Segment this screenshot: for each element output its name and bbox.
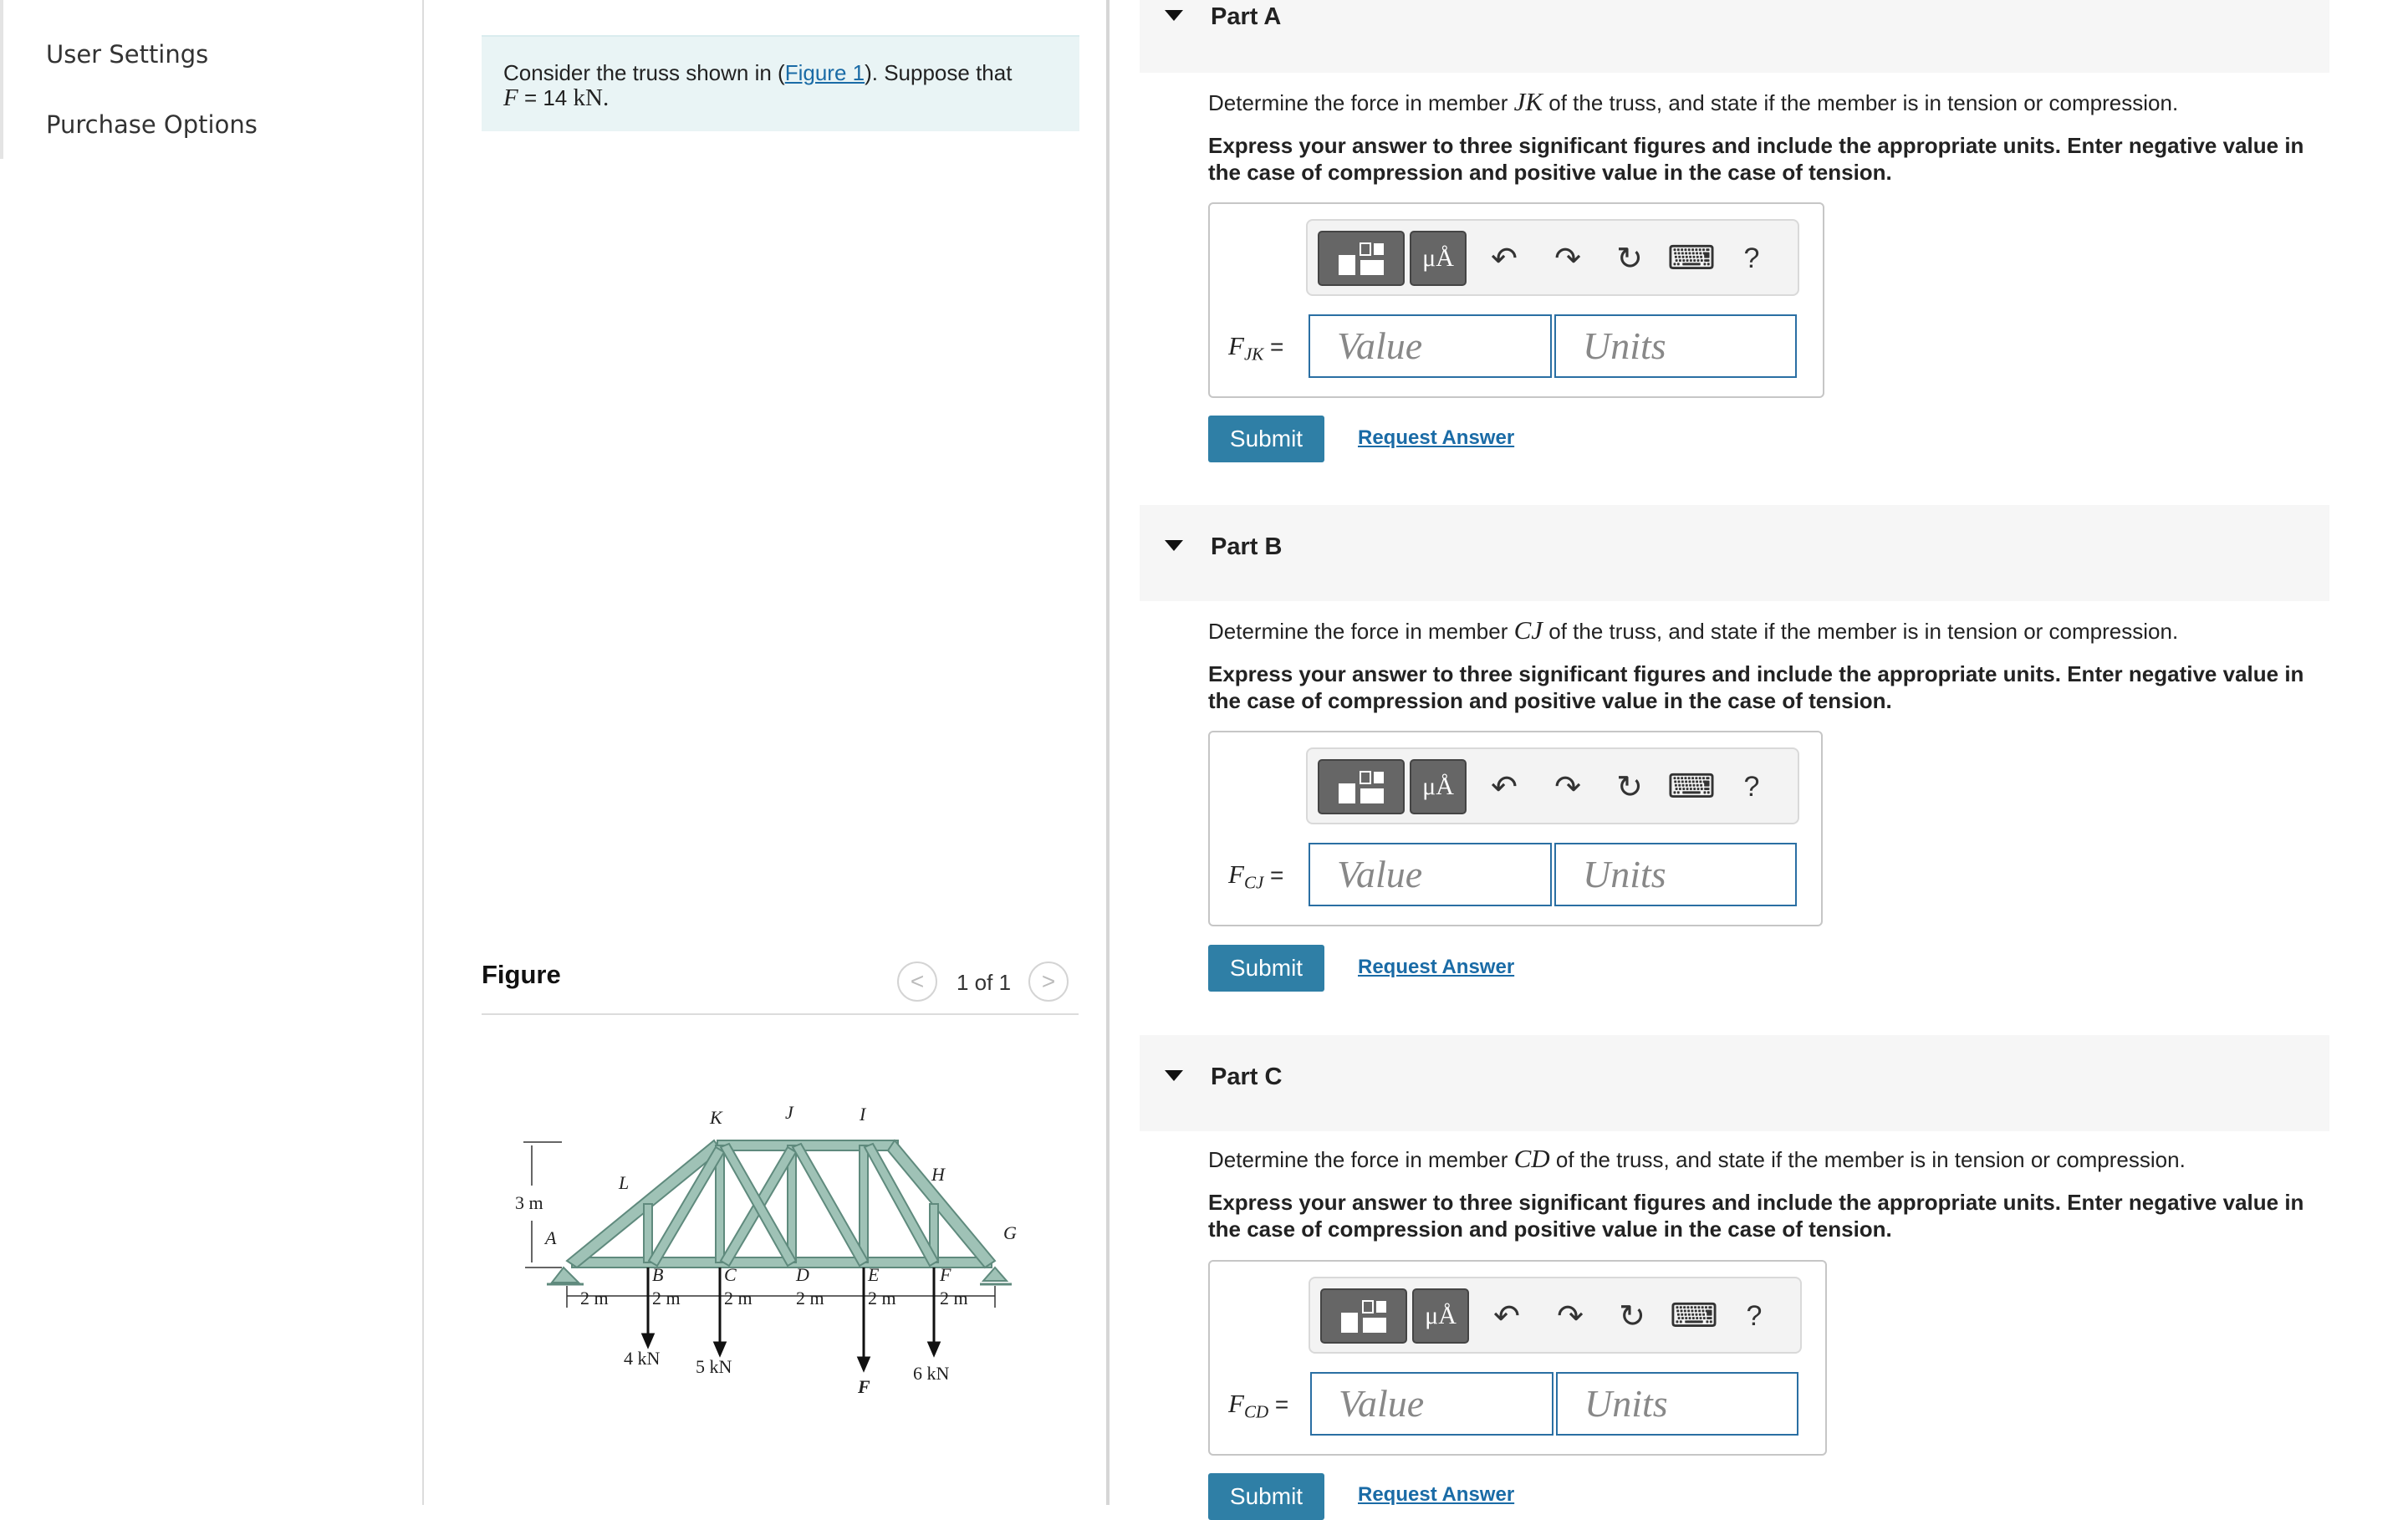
load-arrowhead-F [929, 1343, 939, 1354]
truss-members [567, 1140, 995, 1268]
part-a-submit-button[interactable]: Submit [1208, 416, 1324, 462]
value-input[interactable]: Value [1309, 314, 1552, 378]
joint-H: H [931, 1164, 945, 1185]
part-a-answer-box [1208, 202, 1824, 398]
collapse-caret-icon[interactable] [1165, 1070, 1183, 1081]
value-input[interactable]: Value [1310, 1372, 1553, 1436]
member-name: CJ [1513, 615, 1543, 645]
undo-icon[interactable]: ↶ [1493, 1298, 1520, 1334]
var-subscript: CJ [1243, 872, 1264, 893]
var-equals: = [1268, 1391, 1289, 1417]
templates-button[interactable] [1318, 231, 1405, 286]
load-arrowhead-C [715, 1343, 725, 1354]
templates-icon [1338, 1298, 1390, 1334]
prev-figure-button[interactable] [897, 961, 937, 1002]
part-b-answer-box [1208, 731, 1823, 926]
span-label-3: 2 m [724, 1288, 752, 1308]
member-IE [860, 1145, 868, 1262]
part-b-header[interactable] [1140, 505, 2329, 601]
load-label-4kN: 4 kN [624, 1348, 661, 1369]
part-c-title: Part C [1211, 1063, 1283, 1090]
redo-icon[interactable]: ↷ [1554, 241, 1581, 277]
figure-pager: 1 of 1 [957, 970, 1012, 995]
question-text: of the truss, and state if the member is in tension or compression. [1543, 619, 2179, 644]
collapse-caret-icon[interactable] [1165, 10, 1183, 21]
math-toolbar [1306, 747, 1799, 824]
keyboard-icon[interactable]: ⌨ [1670, 1298, 1718, 1334]
reset-icon[interactable]: ↻ [1619, 1298, 1645, 1334]
load-arrowhead-B [643, 1334, 653, 1346]
templates-button[interactable] [1320, 1288, 1407, 1344]
units-icon: μÅ [1422, 244, 1454, 272]
units-button[interactable] [1410, 231, 1467, 286]
reset-icon[interactable]: ↻ [1616, 769, 1643, 805]
units-icon: μÅ [1425, 1302, 1457, 1329]
var-subscript: CD [1243, 1401, 1269, 1422]
figure-title: Figure [482, 960, 561, 989]
units-icon: μÅ [1422, 773, 1454, 800]
math-toolbar [1306, 219, 1799, 296]
dimensions [523, 1142, 995, 1308]
help-icon[interactable]: ? [1746, 1299, 1763, 1332]
figure-link[interactable]: Figure 1 [784, 60, 865, 85]
redo-icon[interactable]: ↷ [1554, 769, 1581, 805]
value-input[interactable]: Value [1309, 843, 1552, 906]
templates-icon [1335, 768, 1387, 805]
templates-button[interactable] [1318, 759, 1405, 814]
part-c-submit-button[interactable]: Submit [1208, 1473, 1324, 1520]
next-figure-button[interactable] [1028, 961, 1069, 1002]
variable-label [1228, 1389, 1288, 1423]
intro-suffix: ). Suppose that [865, 60, 1013, 85]
figure-divider [482, 1013, 1079, 1015]
span-label-5: 2 m [868, 1288, 896, 1308]
height-label: 3 m [515, 1192, 543, 1213]
span-label-2: 2 m [652, 1288, 681, 1308]
member-LB [644, 1204, 652, 1262]
var-subscript: JK [1243, 344, 1264, 365]
dimension-labels [515, 1192, 968, 1397]
joint-G: G [1003, 1222, 1017, 1243]
part-a-title: Part A [1211, 3, 1282, 30]
part-c-header[interactable] [1140, 1035, 2329, 1131]
part-c-request-answer-link[interactable]: Request Answer [1358, 1483, 1515, 1506]
part-b-submit-button[interactable]: Submit [1208, 945, 1324, 992]
variable-label [1228, 859, 1283, 894]
joint-L: L [619, 1172, 630, 1193]
load-label-6kN: 6 kN [913, 1363, 950, 1384]
span-label-4: 2 m [796, 1288, 824, 1308]
part-c-instructions: Express your answer to three significant figures and include the appropriate units. Enter negative value in the case of compression and positive value in the case of tension. [1208, 1190, 2304, 1242]
keyboard-icon[interactable]: ⌨ [1667, 768, 1716, 805]
keyboard-icon[interactable]: ⌨ [1667, 240, 1716, 277]
part-a-question [1208, 89, 2329, 116]
units-button[interactable] [1410, 759, 1467, 814]
intro-prefix: Consider the truss shown in ( [503, 60, 785, 85]
units-input[interactable]: Units [1556, 1372, 1798, 1436]
part-b-title: Part B [1211, 533, 1283, 560]
span-label-6: 2 m [940, 1288, 968, 1308]
force-unit: kN. [573, 84, 610, 111]
part-a-request-answer-link[interactable]: Request Answer [1358, 426, 1515, 449]
help-icon[interactable]: ? [1743, 770, 1760, 803]
side-nav [0, 0, 424, 1505]
question-text: Determine the force in member [1208, 1147, 1514, 1172]
variable-label [1228, 331, 1283, 365]
undo-icon[interactable]: ↶ [1491, 241, 1518, 277]
chevron-right-icon: > [1041, 968, 1056, 994]
joint-F: F [940, 1264, 951, 1285]
nav-accent-bar [0, 0, 3, 159]
member-JE [793, 1144, 868, 1266]
nav-user-settings[interactable]: User Settings [46, 40, 209, 69]
truss-figure [507, 1095, 1050, 1413]
problem-statement [482, 35, 1079, 131]
pin-support-A [552, 1268, 579, 1283]
units-input[interactable]: Units [1554, 314, 1797, 378]
part-b-instructions: Express your answer to three significant figures and include the appropriate units. Enter negative value in the case of compression and positive value in the case of tension. [1208, 661, 2304, 713]
joint-I: I [860, 1104, 866, 1125]
help-icon[interactable]: ? [1743, 242, 1760, 274]
question-text: Determine the force in member [1208, 619, 1514, 644]
math-toolbar [1309, 1277, 1802, 1354]
collapse-caret-icon[interactable] [1165, 540, 1183, 551]
var-symbol: F [1228, 859, 1244, 889]
force-equals: = 14 [518, 85, 574, 110]
load-arrowhead-E [859, 1358, 869, 1370]
var-symbol: F [1228, 331, 1244, 360]
force-variable: F [503, 84, 518, 111]
joint-B: B [652, 1264, 664, 1285]
units-button[interactable] [1412, 1288, 1469, 1344]
joint-A: A [545, 1227, 557, 1248]
reset-icon[interactable]: ↻ [1616, 241, 1643, 277]
member-name: JK [1513, 87, 1543, 116]
joint-K: K [710, 1107, 722, 1128]
load-label-F: F [858, 1376, 870, 1397]
part-b-request-answer-link[interactable]: Request Answer [1358, 956, 1515, 978]
roller-support-G [983, 1268, 1007, 1281]
load-label-5kN: 5 kN [696, 1356, 732, 1377]
redo-icon[interactable]: ↷ [1557, 1298, 1584, 1334]
chevron-left-icon: < [910, 968, 925, 994]
question-text: of the truss, and state if the member is in tension or compression. [1549, 1147, 2186, 1172]
joint-C: C [724, 1264, 737, 1285]
joint-D: D [796, 1264, 809, 1285]
units-input[interactable]: Units [1554, 843, 1797, 906]
part-b-question [1208, 617, 2329, 645]
problem-panel [423, 0, 1110, 1505]
templates-icon [1335, 240, 1387, 277]
var-equals: = [1263, 862, 1284, 888]
joint-E: E [868, 1264, 880, 1285]
joint-J: J [785, 1102, 793, 1123]
part-c-question [1208, 1145, 2329, 1173]
var-symbol: F [1228, 1389, 1244, 1418]
span-label-1: 2 m [580, 1288, 609, 1308]
question-text: Determine the force in member [1208, 90, 1514, 115]
nav-purchase-options[interactable]: Purchase Options [46, 110, 258, 139]
load-arrows [643, 1268, 939, 1370]
question-text: of the truss, and state if the member is in tension or compression. [1543, 90, 2179, 115]
undo-icon[interactable]: ↶ [1491, 769, 1518, 805]
var-equals: = [1263, 334, 1284, 360]
part-a-instructions: Express your answer to three significant figures and include the appropriate units. Enter negative value in the case of compression and positive value in the case of tension. [1208, 133, 2304, 185]
part-c-answer-box [1208, 1260, 1827, 1456]
part-a-header[interactable] [1140, 0, 2329, 73]
member-name: CD [1513, 1144, 1550, 1173]
